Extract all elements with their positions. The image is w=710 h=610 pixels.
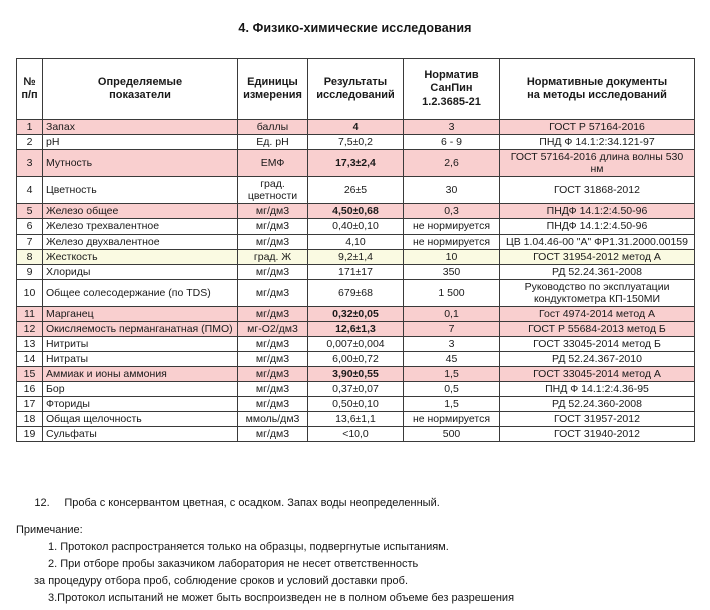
cell-norm: 3 (404, 120, 500, 135)
cell-number: 16 (17, 382, 43, 397)
table-row (17, 352, 695, 367)
table-row (17, 135, 695, 150)
cell-unit: мг/дм3 (238, 204, 308, 219)
cell-norm: 30 (404, 177, 500, 204)
cell-result: 26±5 (308, 177, 404, 204)
cell-norm: 0,1 (404, 306, 500, 321)
cell-parameter: Окисляемость перманганатная (ПМО) (43, 321, 238, 336)
cell-norm: 7 (404, 321, 500, 336)
cell-result: 171±17 (308, 264, 404, 279)
cell-number: 4 (17, 177, 43, 204)
cell-parameter: Нитраты (43, 352, 238, 367)
cell-parameter: Цветность (43, 177, 238, 204)
notes-heading: Примечание: (16, 524, 83, 536)
cell-number: 13 (17, 336, 43, 351)
cell-document: ГОСТ Р 55684-2013 метод Б (500, 321, 695, 336)
column-header-number-line2: п/п (21, 89, 38, 101)
table-row (17, 249, 695, 264)
note-item-12-text: Проба с консервантом цветная, с осадком. Запах воды неопределенный. (64, 497, 440, 509)
cell-result: 0,40±0,10 (308, 219, 404, 234)
cell-result: 4,50±0,68 (308, 204, 404, 219)
column-header-norm (404, 59, 500, 120)
cell-document: РД 52.24.360-2008 (500, 397, 695, 412)
column-header-parameter-line1: Определяемые (97, 75, 183, 88)
cell-unit: мг/дм3 (238, 306, 308, 321)
column-header-documents-line1: Нормативные документы (526, 75, 668, 88)
cell-parameter: Бор (43, 382, 238, 397)
cell-unit: мг/дм3 (238, 264, 308, 279)
cell-number: 18 (17, 412, 43, 427)
cell-result: 0,007±0,004 (308, 336, 404, 351)
note-item-12 (16, 487, 694, 520)
cell-result: 0,32±0,05 (308, 306, 404, 321)
cell-document: ГОСТ 31868-2012 (500, 177, 695, 204)
cell-norm: не нормируется (404, 412, 500, 427)
cell-result: 4,10 (308, 234, 404, 249)
column-header-result-line2: исследований (316, 89, 395, 101)
cell-document: РД 52.24.367-2010 (500, 352, 695, 367)
cell-norm: 500 (404, 427, 500, 442)
cell-unit: мг/дм3 (238, 279, 308, 306)
cell-result: 9,2±1,4 (308, 249, 404, 264)
cell-document: ГОСТ Р 57164-2016 (500, 120, 695, 135)
column-header-documents (500, 59, 695, 120)
cell-norm: 1,5 (404, 367, 500, 382)
cell-unit: ЕМФ (238, 150, 308, 177)
cell-document: ГОСТ 33045-2014 метод Б (500, 336, 695, 351)
cell-number: 9 (17, 264, 43, 279)
cell-unit: мг/дм3 (238, 382, 308, 397)
cell-norm: 10 (404, 249, 500, 264)
cell-document: ГОСТ 33045-2014 метод А (500, 367, 695, 382)
column-header-number (17, 59, 43, 120)
cell-parameter: Железо трехвалентное (43, 219, 238, 234)
cell-norm: 0,5 (404, 382, 500, 397)
note-line-2b: за процедуру отбора проб, соблюдение сроков и условий доставки проб. (34, 575, 409, 587)
cell-result: 17,3±2,4 (308, 150, 404, 177)
cell-result: 13,6±1,1 (308, 412, 404, 427)
cell-norm: 6 - 9 (404, 135, 500, 150)
cell-unit: град. цветности (238, 177, 308, 204)
column-header-norm-line1: Норматив (424, 68, 479, 81)
cell-document: РД 52.24.361-2008 (500, 264, 695, 279)
cell-unit: мг-О2/дм3 (238, 321, 308, 336)
cell-unit: мг/дм3 (238, 234, 308, 249)
cell-parameter: Фториды (43, 397, 238, 412)
table-row (17, 234, 695, 249)
cell-number: 15 (17, 367, 43, 382)
cell-unit: Ед. pH (238, 135, 308, 150)
table-row (17, 120, 695, 135)
cell-number: 19 (17, 427, 43, 442)
column-header-number-line1: № (23, 75, 36, 88)
column-header-unit (238, 59, 308, 120)
cell-result: 0,50±0,10 (308, 397, 404, 412)
table-header-row (17, 59, 695, 120)
cell-number: 8 (17, 249, 43, 264)
table-row (17, 412, 695, 427)
column-header-norm-line3: 1.2.3685-21 (422, 95, 481, 108)
cell-document: ПНД Ф 14.1:2:4.36-95 (500, 382, 695, 397)
cell-number: 11 (17, 306, 43, 321)
cell-number: 5 (17, 204, 43, 219)
cell-unit: баллы (238, 120, 308, 135)
table-row (17, 367, 695, 382)
column-header-result (308, 59, 404, 120)
cell-document: ГОСТ 31957-2012 (500, 412, 695, 427)
cell-parameter: Нитриты (43, 336, 238, 351)
table-row (17, 397, 695, 412)
cell-norm: 2,6 (404, 150, 500, 177)
cell-parameter: Мутность (43, 150, 238, 177)
cell-document: ЦВ 1.04.46-00 "А" ФР1.31.2000.00159 (500, 234, 695, 249)
cell-result: 4 (308, 120, 404, 135)
table-row (17, 279, 695, 306)
cell-norm: 1 500 (404, 279, 500, 306)
table-row (17, 219, 695, 234)
cell-document: ПНД Ф 14.1:2:34.121-97 (500, 135, 695, 150)
column-header-unit-line1: Единицы (247, 75, 298, 88)
table-row (17, 336, 695, 351)
cell-norm: не нормируется (404, 234, 500, 249)
cell-unit: мг/дм3 (238, 427, 308, 442)
cell-unit: мг/дм3 (238, 352, 308, 367)
table-row (17, 264, 695, 279)
cell-unit: мг/дм3 (238, 219, 308, 234)
cell-number: 2 (17, 135, 43, 150)
cell-document: ГОСТ 31954-2012 метод А (500, 249, 695, 264)
note-item-12-number: 12. (34, 497, 50, 509)
table-row (17, 177, 695, 204)
column-header-documents-line2: на методы исследований (527, 89, 667, 101)
table-row (17, 321, 695, 336)
cell-result: 7,5±0,2 (308, 135, 404, 150)
cell-result: 0,37±0,07 (308, 382, 404, 397)
cell-parameter: Аммиак и ионы аммония (43, 367, 238, 382)
cell-parameter: Хлориды (43, 264, 238, 279)
cell-parameter: Общее солесодержание (по TDS) (43, 279, 238, 306)
cell-norm: 1,5 (404, 397, 500, 412)
cell-result: 12,6±1,3 (308, 321, 404, 336)
table-row (17, 427, 695, 442)
cell-number: 14 (17, 352, 43, 367)
cell-number: 12 (17, 321, 43, 336)
table-row (17, 204, 695, 219)
page-title: 4. Физико-химические исследования (238, 21, 472, 35)
column-header-parameter-line2: показатели (109, 89, 171, 101)
cell-parameter: Общая щелочность (43, 412, 238, 427)
cell-document: ГОСТ 57164-2016 длина волны 530 нм (500, 150, 695, 177)
column-header-result-line1: Результаты (323, 75, 388, 88)
lab-results-table (16, 58, 695, 442)
cell-result: <10,0 (308, 427, 404, 442)
cell-parameter: Сульфаты (43, 427, 238, 442)
cell-document: Гост 4974-2014 метод А (500, 306, 695, 321)
table-header (17, 59, 695, 120)
column-header-unit-line2: измерения (243, 89, 302, 101)
cell-result: 3,90±0,55 (308, 367, 404, 382)
table-row (17, 382, 695, 397)
cell-unit: мг/дм3 (238, 336, 308, 351)
cell-document: ПНДФ 14.1:2:4.50-96 (500, 219, 695, 234)
cell-unit: мг/дм3 (238, 397, 308, 412)
note-line-1: 1. Протокол распространяется только на образцы, подвергнутые испытаниям. (48, 541, 449, 553)
column-header-parameter (43, 59, 238, 120)
cell-result: 6,00±0,72 (308, 352, 404, 367)
table-row (17, 150, 695, 177)
table-body (17, 120, 695, 442)
note-line-2: 2. При отборе пробы заказчиком лаборатория не несет ответственность (48, 558, 419, 570)
cell-norm: 3 (404, 336, 500, 351)
cell-norm: 45 (404, 352, 500, 367)
cell-number: 10 (17, 279, 43, 306)
cell-parameter: Железо общее (43, 204, 238, 219)
cell-document: ПНДФ 14.1:2:4.50-96 (500, 204, 695, 219)
notes-section (16, 487, 694, 610)
cell-number: 3 (17, 150, 43, 177)
cell-number: 7 (17, 234, 43, 249)
cell-norm: не нормируется (404, 219, 500, 234)
cell-number: 1 (17, 120, 43, 135)
cell-number: 17 (17, 397, 43, 412)
cell-parameter: Железо двухвалентное (43, 234, 238, 249)
cell-unit: мг/дм3 (238, 367, 308, 382)
cell-parameter: Марганец (43, 306, 238, 321)
cell-parameter: pH (43, 135, 238, 150)
cell-result: 679±68 (308, 279, 404, 306)
cell-unit: град. Ж (238, 249, 308, 264)
note-line-3: 3.Протокол испытаний не может быть воспроизведен не в полном объеме без разрешения (48, 592, 515, 604)
cell-document: ГОСТ 31940-2012 (500, 427, 695, 442)
cell-unit: ммоль/дм3 (238, 412, 308, 427)
lab-results-table-container (16, 58, 694, 442)
table-row (17, 306, 695, 321)
cell-document: Руководство по эксплуатации кондуктометра КП-150МИ (500, 279, 695, 306)
cell-parameter: Запах (43, 120, 238, 135)
cell-norm: 350 (404, 264, 500, 279)
column-header-norm-line2: СанПин (430, 82, 473, 95)
cell-norm: 0,3 (404, 204, 500, 219)
cell-number: 6 (17, 219, 43, 234)
cell-parameter: Жесткость (43, 249, 238, 264)
